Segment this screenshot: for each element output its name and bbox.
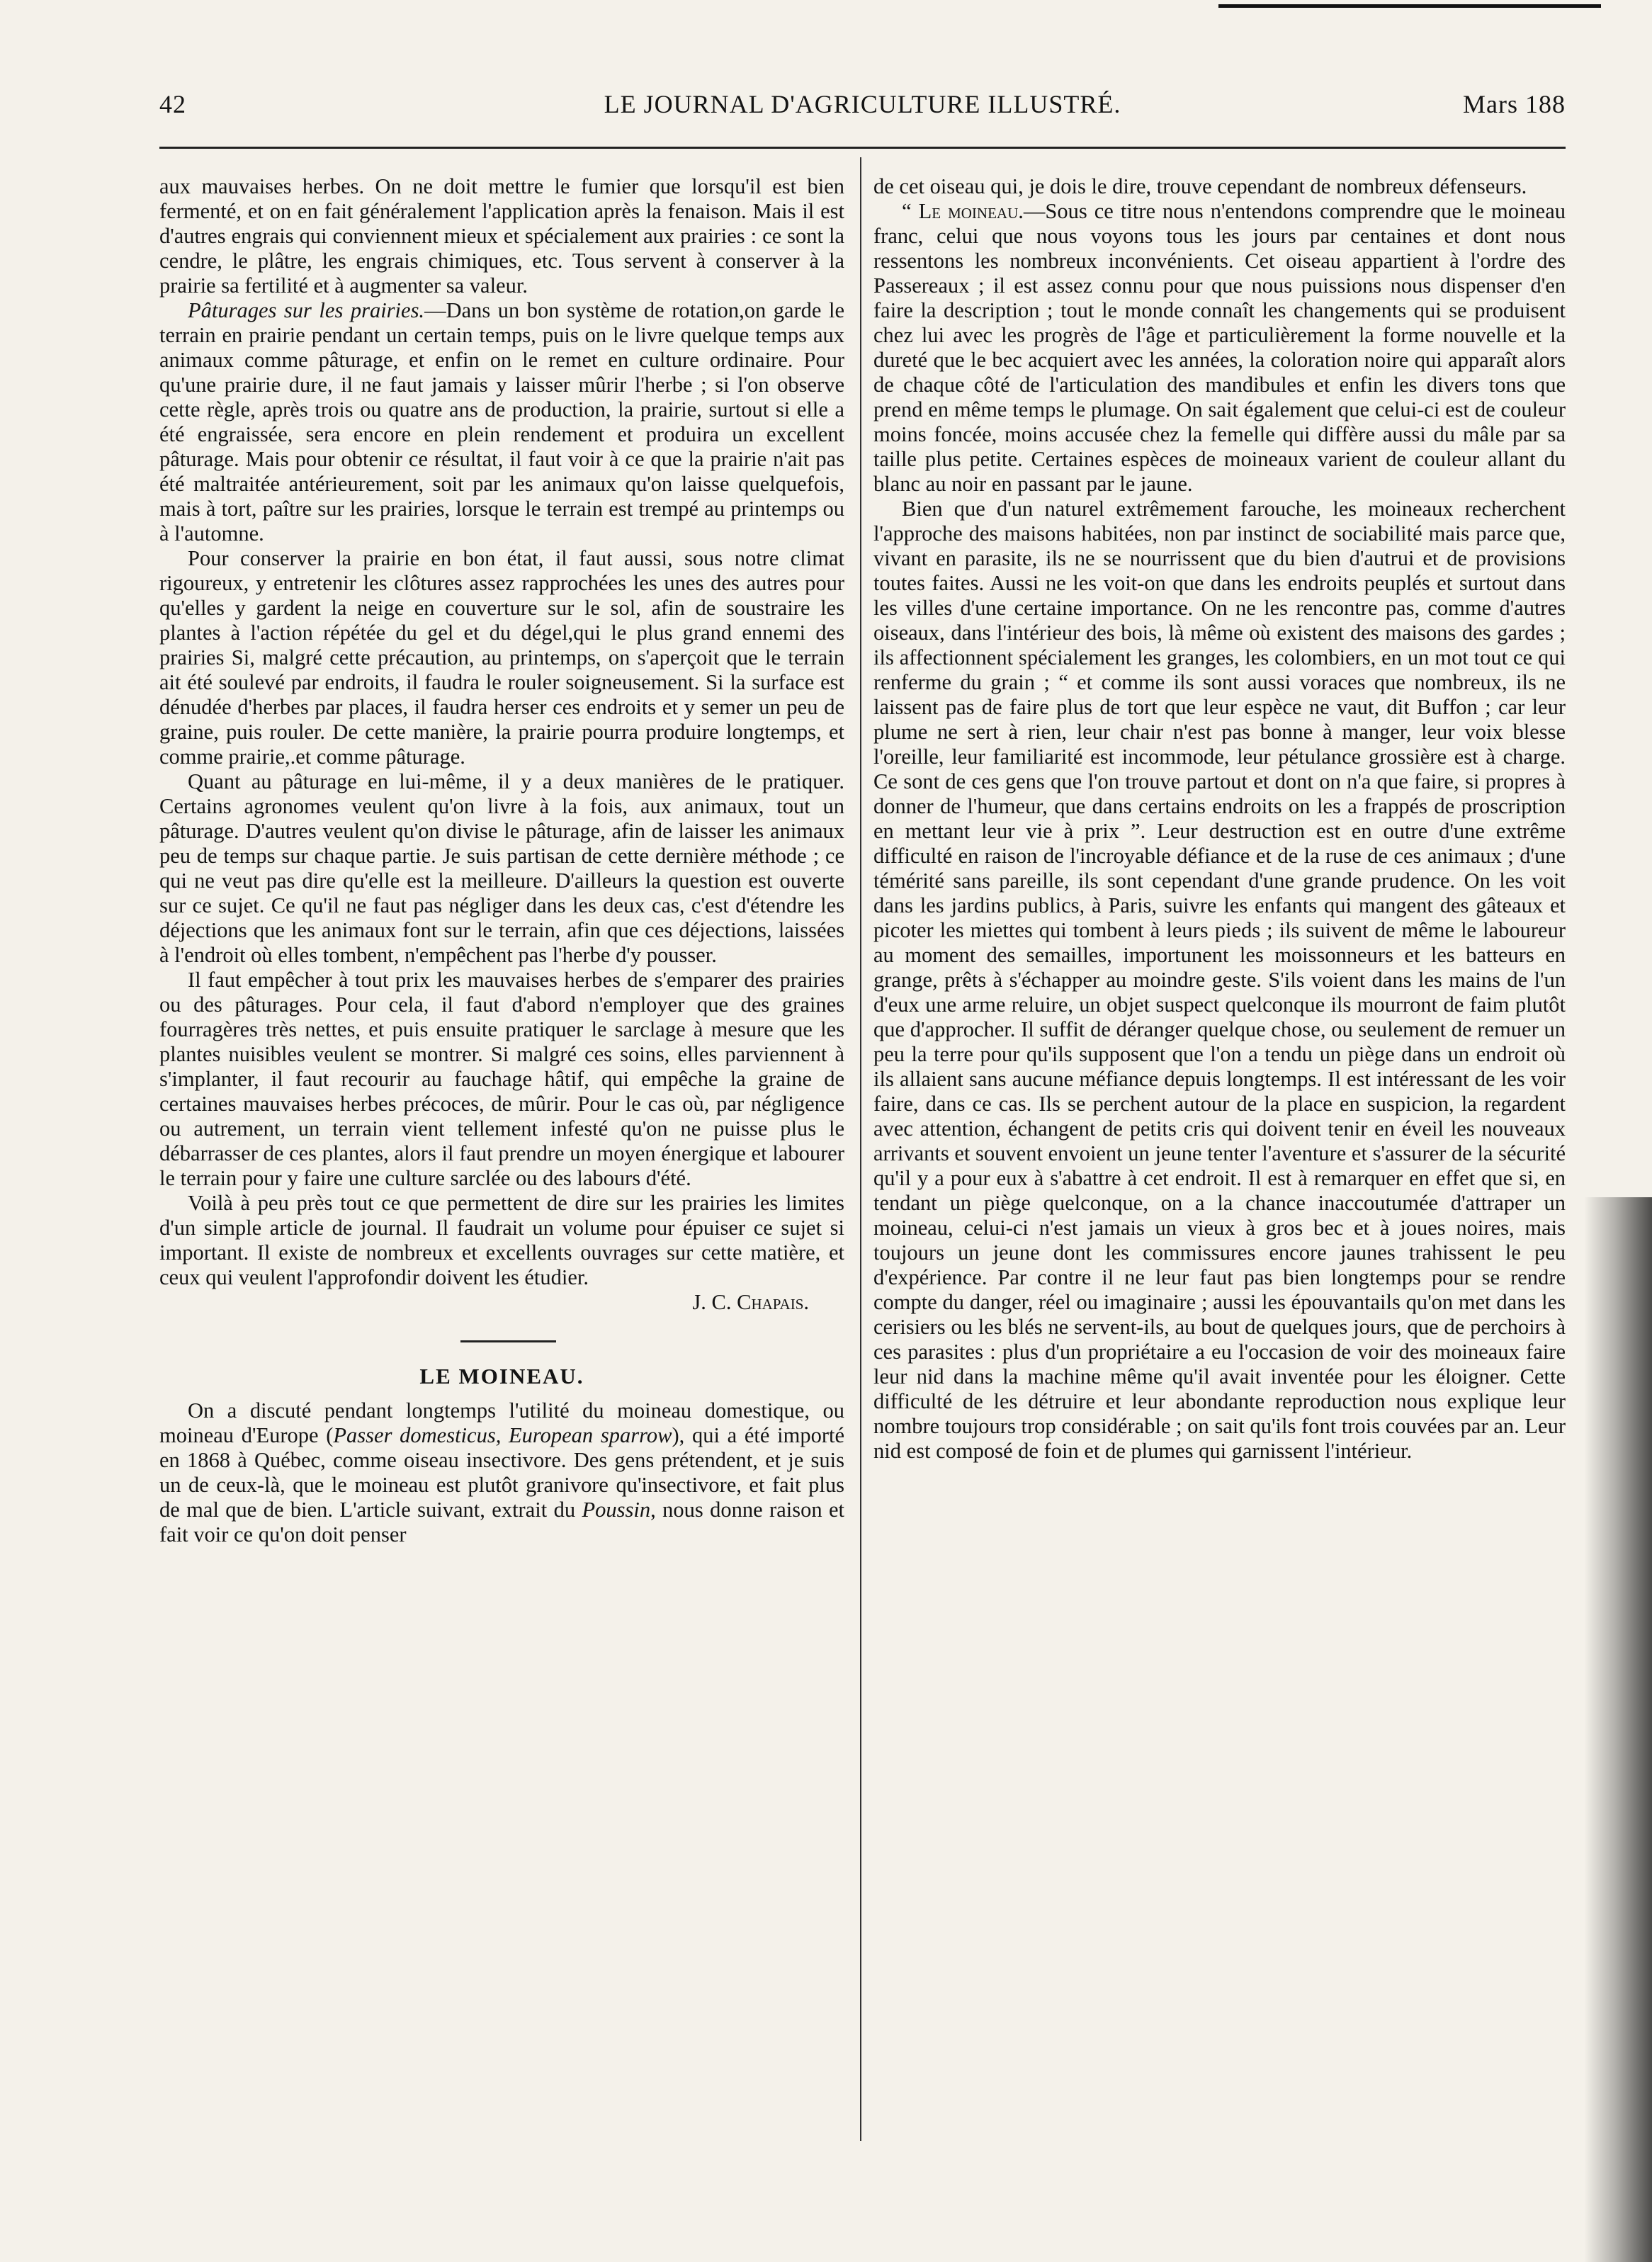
paragraph: Pâturages sur les prairies.—Dans un bon système de rotation,on garde le terrain en prairie pendant un certain temps, puis on le livre quelque temps aux animaux comme pâturage, et enfin on le remet en culture ordinaire. Pour qu'une prairie dure, il ne faut jamais y laisser mûrir l'herbe ; si l'on observe cette règle, après trois ou quatre ans de production, la prairie, surtout si elle a été engraissée, sera encore en plein rendement et produira un excellent pâturage. Mais pour obtenir ce résultat, il faut voir à ce que la prairie n'ait pas été maltraitée antérieurement, soit par les animaux qu'on laisse quelquefois, mais à tort, paître sur les prairies, lorsque le terrain est trempé au printemps ou à l'automne.	[159, 298, 844, 545]
section-title: LE MOINEAU.	[419, 1364, 584, 1389]
paragraph: aux mauvaises herbes. On ne doit mettre le fumier que lorsqu'il est bien fermenté, et on en fait généralement l'application après la fenaison. Mais il est d'autres engrais qui conviennent mieux et spécialement aux prairies : ce sont la cendre, le plâtre, les engrais chimiques, etc. Tous servent à conserver à la prairie sa fertilité et à augmenter sa valeur.	[159, 174, 844, 298]
header-rule	[159, 147, 1566, 149]
journal-title: LE JOURNAL D'AGRICULTURE ILLUSTRÉ.	[604, 90, 1121, 118]
paragraph: Il faut empêcher à tout prix les mauvaises herbes de s'emparer des prairies ou des pâturages. Pour cela, il faut d'abord n'employer que des graines fourragères très nettes, et puis ensuite pratiquer le sarclage à mesure que les plantes nuisibles veulent se montrer. Si malgré ces soins, elles parviennent à s'implanter, il faut recourir au fauchage hâtif, qui empêche la graine de certaines mauvaises herbes précoces, de mûrir. Pour le cas où, par négligence ou autrement, un terrain vient tellement infesté qu'on ne puisse plus le débarrasser de ces plantes, alors il faut prendre un moyen énergique et labourer le terrain pour y faire une culture sarclée ou des labours d'été.	[159, 968, 844, 1190]
right-column	[873, 174, 1566, 1464]
page-edge-shadow	[1584, 1197, 1652, 2262]
paragraph: On a discuté pendant longtemps l'utilité du moineau domestique, ou moineau d'Europe (Passer domesticus, European sparrow), qui a été importé en 1868 à Québec, comme oiseau insectivore. Des gens prétendent, et je suis un de ceux-là, que le moineau est plutôt granivore qu'insectivore, et fait plus de mal que de bien. L'article suivant, extrait du Poussin, nous donne raison et fait voir ce qu'on doit penser	[159, 1398, 845, 1546]
paragraph-heading: “ Le moineau.	[902, 199, 1024, 223]
source-title: Poussin	[582, 1498, 651, 1522]
paragraph: de cet oiseau qui, je dois le dire, trouve cependant de nombreux défenseurs.	[873, 174, 1527, 198]
issue-date: Mars 188	[1463, 90, 1566, 118]
page-header	[159, 89, 1566, 125]
section-separator	[460, 1340, 556, 1342]
author-signature: J. C. Chapais.	[692, 1290, 809, 1314]
paragraph: Bien que d'un naturel extrêmement farouche, les moineaux recherchent l'approche des maisons habitées, non par instinct de sociabilité mais parce que, vivant en parasite, ils ne se nourrissent que du bien d'autrui et de provisions toutes faites. Aussi ne les voit-on que dans les endroits peuplés et surtout dans les villes d'une certaine importance. On ne les rencontre pas, comme d'autres oiseaux, dans l'intérieur des bois, là même où existent des maisons des gardes ; ils affectionnent spécialement les granges, les colombiers, en un mot tout ce qui renferme du grain ; “ et comme ils sont aussi voraces que nombreux, ils ne laissent pas de faire plus de tort que leur espèce ne vaut, dit Buffon ; car leur plume ne sert à rien, leur chair n'est pas bonne à manger, leur voix blesse l'oreille, leur familiarité est incommode, leur pétulance grossière est à charge. Ce sont de ces gens que l'on trouve partout et dont on n'a que faire, si propres à donner de l'humeur, que dans certains endroits on les a frappés de proscription en mettant leur vie à prix ”. Leur destruction est en outre d'une extrême difficulté en raison de l'incroyable défiance et de la ruse de ces animaux ; d'une témérité sans pareille, ils sont cependant d'une grande prudence. On les voit dans les jardins publics, à Paris, suivre les enfants qui mangent des gâteaux et picoter les miettes qui tombent à leurs pieds ; ils suivent de même le laboureur au moment des semailles, importunent les moissonneurs et les batteurs en grange, prêts à s'échapper au moindre geste. S'ils voient dans les mains de l'un d'eux une arme reluire, un objet suspect quelconque ils mourront de faim plutôt que d'approcher. Il suffit de déranger quelque chose, ou seulement de remuer un peu la terre pour qu'ils supposent que l'on a tendu un piège dans un endroit où ils allaient sans aucune méfiance depuis longtemps. Il est intéressant de les voir faire, dans ce cas. Ils se perchent autour de la place en suspicion, la regardent avec attention, échangent de petits cris qui doivent tenir en éveil les nouveaux arrivants et souvent envoient un jeune tenter l'aventure et s'assurer de la sécurité qu'il y a pour eux à s'abattre à cet endroit. Il est à remarquer en effet que si, en tendant un piège quelconque, on a la chance inaccoutumée d'attraper un moineau, celui-ci n'est jamais un vieux à gros bec et à joues noires, mais toujours un jeune dont les commissures encore jaunes trahissent le peu d'expérience. Par contre il ne leur faut pas bien longtemps pour se rendre compte du danger, réel ou imaginaire ; aussi les épouvantails qu'on met dans les cerisiers ou les blés ne servent-ils, au bout de quelques jours, que de perchoirs à ces parasites : plus d'un propriétaire a eu l'occasion de voir des moineaux faire leur nid dans la machine même qu'il avait inventée pour les éloigner. Cette difficulté de les détruire et leur abondante reproduction nous explique leur nombre toujours trop considérable ; on sait qu'ils font trois couvées par an. Leur nid est composé de foin et de plumes qui garnissent l'intérieur.	[873, 497, 1566, 1463]
paragraph: Quant au pâturage en lui-même, il y a deux manières de le pratiquer. Certains agronomes veulent qu'on livre à la fois, aux animaux, tout un pâturage. D'autres veulent qu'on divise le pâturage, afin de laisser les animaux peu de temps sur chaque partie. Je suis partisan de cette dernière méthode ; ce qui ne veut pas dire qu'elle est la meilleure. D'ailleurs la question est ouverte sur ce sujet. Ce qu'il ne faut pas négliger dans les deux cas, c'est d'étendre les déjections que les animaux font sur le terrain, afin que ces déjections, laissées à l'endroit où elles tombent, n'empêchent pas l'herbe d'y pousser.	[159, 769, 844, 967]
paragraph: Voilà à peu près tout ce que permettent de dire sur les prairies les limites d'un simple article de journal. Il faudrait un volume pour épuiser ce sujet si important. Il existe de nombreux et excellents ouvrages sur cette matière, et ceux qui veulent l'approfondir doivent les étudier.	[159, 1191, 844, 1289]
paragraph: Pour conserver la prairie en bon état, il faut aussi, sous notre climat rigoureux, y entretenir les clôtures assez rapprochées les unes des autres pour qu'elles y gardent la neige en couverture sur le sol, afin de soustraire les plantes à l'action répétée du gel et du dégel,qui le plus grand ennemi des prairies Si, malgré cette précaution, au printemps, on s'aperçoit que le terrain ait été soulevé par endroits, il faudra le rouler soigneusement. Si la surface est dénudée d'herbes par places, il faudra herser ces endroits et y semer un peu de graine, puis rouler. De cette manière, la prairie pourra produire longtemps, et comme prairie,.et comme pâturage.	[159, 546, 844, 769]
left-column	[159, 174, 844, 1547]
column-divider	[860, 157, 861, 2141]
paragraph: “ Le moineau.—Sous ce titre nous n'entendons comprendre que le moineau franc, celui que nous voyons tous les jours par centaines et dont nous ressentons les nombreux inconvénients. Cet oiseau appartient à l'ordre des Passereaux ; il est assez connu pour que nous puissions nous dispenser d'en faire la description ; tout le monde connaît les changements qui se produisent chez lui avec les progrès de l'âge et particulièrement la forme nouvelle et la dureté que le bec acquiert avec les années, la coloration noire qui apparaît alors de chaque côté de l'articulation des mandibules et enfin les divers tons que prend en même temps le plumage. On sait également que celui-ci est de couleur moins foncée, moins accusée chez la femelle qui diffère aussi du mâle par sa taille plus petite. Certaines espèces de moineaux varient de couleur allant du blanc au noir en passant par le jaune.	[873, 199, 1566, 496]
page-number: 42	[159, 90, 186, 118]
paragraph-heading: Pâturages sur les prairies.	[188, 298, 425, 322]
top-edge-rule	[1218, 4, 1601, 8]
latin-name: Passer domesticus, European sparrow	[333, 1423, 672, 1447]
